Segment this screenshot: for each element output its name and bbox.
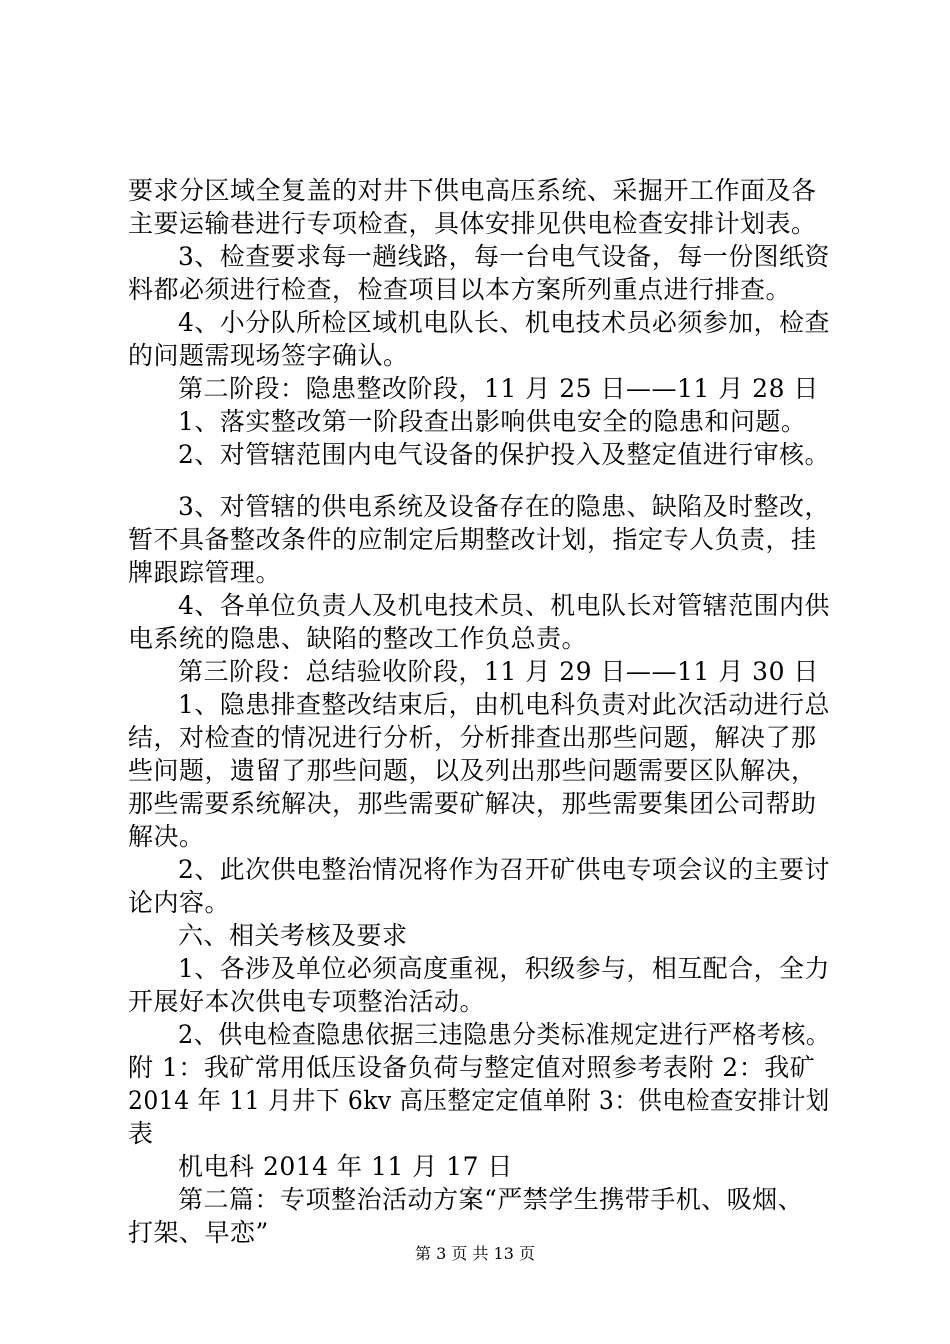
text-line: 解决。 [128,822,205,851]
text-line: 要求分区域全复盖的对井下供电高压系统、采掘开工作面及各 [128,176,817,205]
text-line: 电系统的隐患、缺陷的整改工作负总责。 [128,624,588,653]
text-line: 料都必须进行检查，检查项目以本方案所列重点进行排查。 [128,275,792,304]
text-line: 些问题，遗留了那些问题，以及列出那些问题需要区队解决， [128,756,817,785]
text-line: 3、对管辖的供电系统及设备存在的隐患、缺陷及时整改， [178,492,830,521]
text-line: 开展好本次供电专项整治活动。 [128,987,486,1016]
text-line: 4、各单位负责人及机电技术员、机电队长对管辖范围内供 [178,591,830,620]
signature-date: 机电科 2014 年 11 月 17 日 [178,1152,513,1181]
text-line: 3、检查要求每一趟线路，每一台电气设备，每一份图纸资 [178,242,830,271]
section-heading: 第三阶段：总结验收阶段，11 月 29 日——11 月 30 日 [178,657,819,686]
text-line: 论内容。 [128,888,231,917]
text-line: 附 1：我矿常用低压设备负荷与整定值对照参考表附 2：我矿 [128,1053,816,1082]
page-footer: 第 3 页 共 13 页 [415,1244,535,1263]
section-heading: 第二篇：专项整治活动方案“严禁学生携带手机、吸烟、 [178,1185,804,1214]
text-line: 2、供电检查隐患依据三违隐患分类标准规定进行严格考核。 [178,1020,831,1049]
text-line: 1、各涉及单位必须高度重视，积级参与，相互配合，全力 [178,954,830,983]
text-line: 1、隐患排查整改结束后，由机电科负责对此次活动进行总 [178,690,830,719]
text-line: 2014 年 11 月井下 6kv 高压整定定值单附 3：供电检查安排计划 [128,1086,830,1115]
text-line: 打架、早恋” [128,1218,269,1247]
text-line: 2、对管辖范围内电气设备的保护投入及整定值进行审核。 [178,440,830,469]
text-line: 那些需要系统解决，那些需要矿解决，那些需要集团公司帮助 [128,789,817,818]
text-line: 表 [128,1119,154,1148]
text-line: 牌跟踪管理。 [128,558,282,587]
text-line: 结，对检查的情况进行分析，分析排查出那些问题，解决了那 [128,723,817,752]
text-line: 4、小分队所检区域机电队长、机电技术员必须参加，检查 [178,308,830,337]
text-line: 主要运输巷进行专项检查，具体安排见供电检查安排计划表。 [128,209,817,238]
text-line: 的问题需现场签字确认。 [128,341,409,370]
text-line: 2、此次供电整治情况将作为召开矿供电专项会议的主要讨 [178,855,830,884]
section-heading: 第二阶段：隐患整改阶段，11 月 25 日——11 月 28 日 [178,374,819,403]
section-heading: 六、相关考核及要求 [178,921,408,950]
text-line: 1、落实整改第一阶段查出影响供电安全的隐患和问题。 [178,407,807,436]
text-line: 暂不具备整改条件的应制定后期整改计划，指定专人负责，挂 [128,525,817,554]
